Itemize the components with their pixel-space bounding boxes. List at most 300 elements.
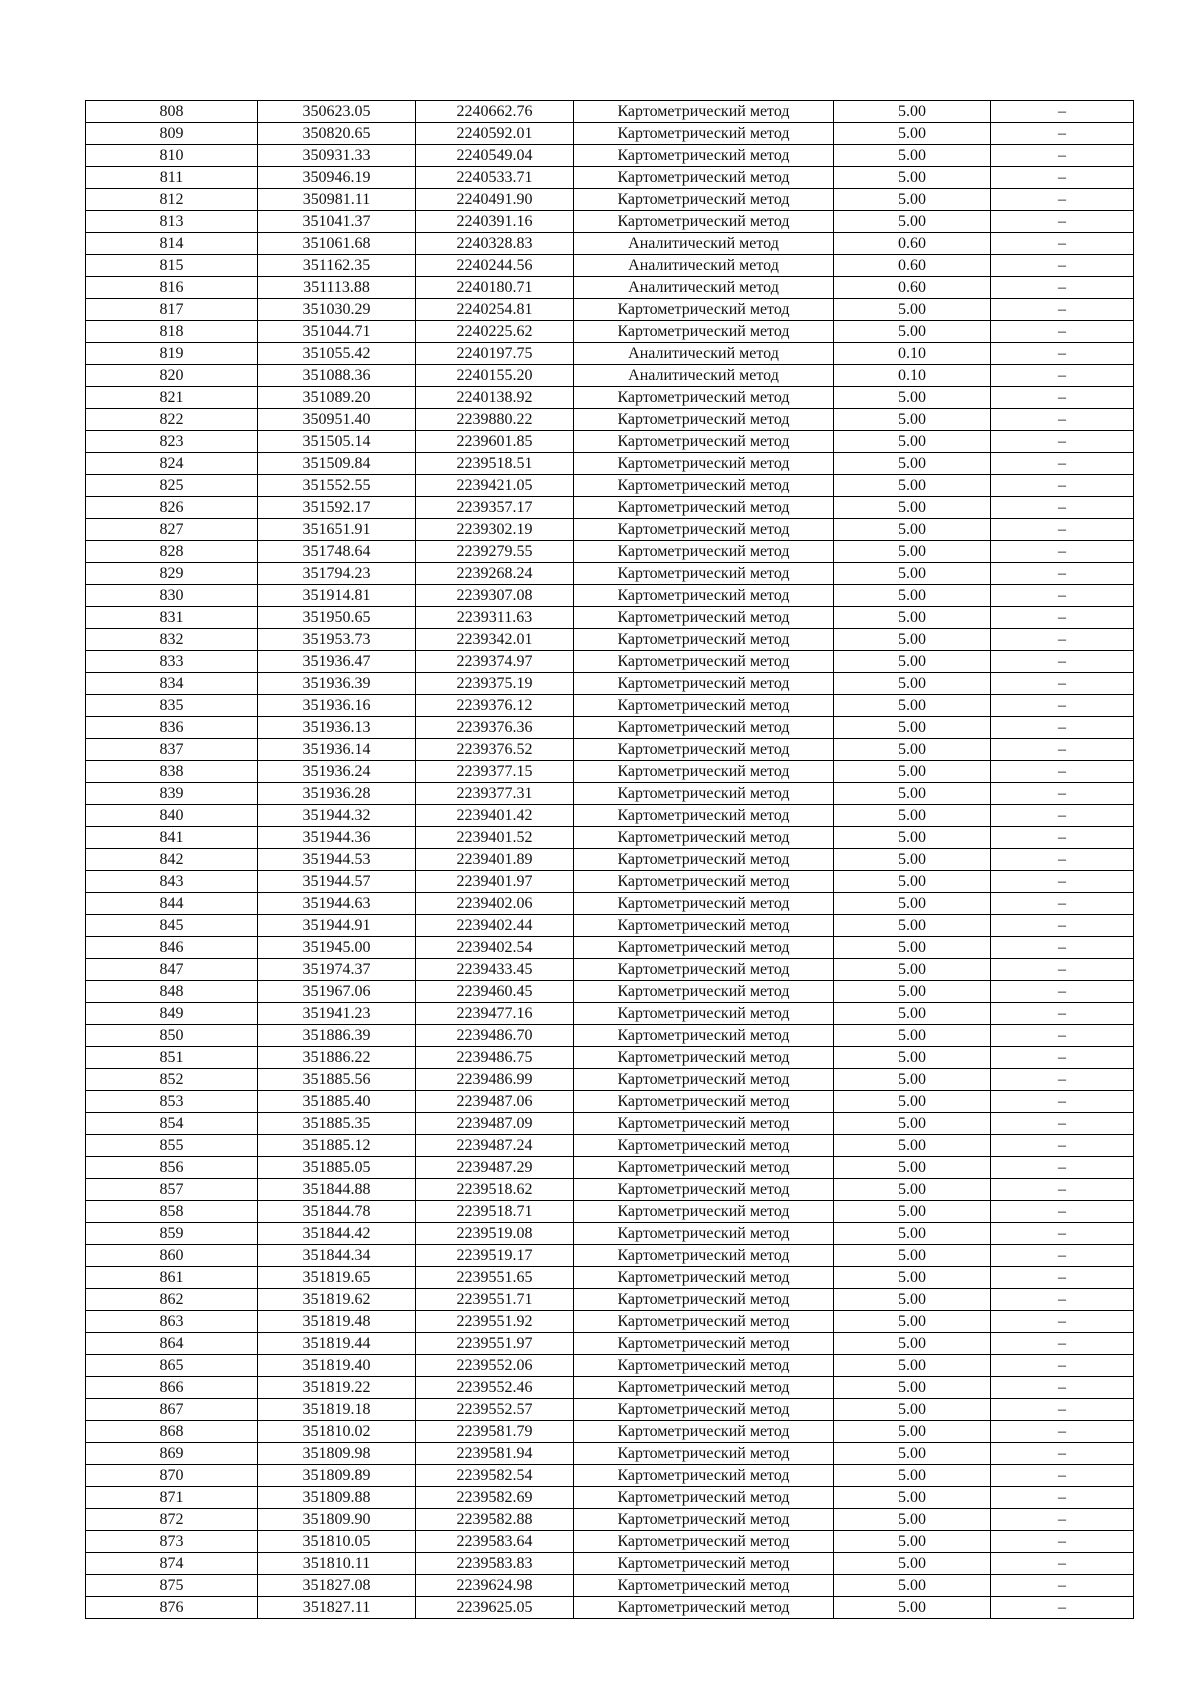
method-cell: Картометрический метод <box>574 299 834 321</box>
point-number-cell: 860 <box>86 1245 258 1267</box>
y-coordinate-cell: 2239582.88 <box>416 1509 574 1531</box>
accuracy-cell: 5.00 <box>834 871 991 893</box>
description-cell: – <box>991 1487 1134 1509</box>
point-number-cell: 808 <box>86 101 258 123</box>
table-row <box>86 1157 1134 1179</box>
accuracy-cell: 0.10 <box>834 365 991 387</box>
method-cell: Картометрический метод <box>574 871 834 893</box>
x-coordinate-cell: 351944.32 <box>258 805 416 827</box>
table-row <box>86 123 1134 145</box>
description-cell: – <box>991 1333 1134 1355</box>
point-number-cell: 874 <box>86 1553 258 1575</box>
description-cell: – <box>991 1465 1134 1487</box>
y-coordinate-cell: 2239402.06 <box>416 893 574 915</box>
point-number-cell: 811 <box>86 167 258 189</box>
x-coordinate-cell: 351552.55 <box>258 475 416 497</box>
x-coordinate-cell: 351944.53 <box>258 849 416 871</box>
table-row <box>86 277 1134 299</box>
method-cell: Аналитический метод <box>574 365 834 387</box>
accuracy-cell: 5.00 <box>834 1113 991 1135</box>
y-coordinate-cell: 2239401.89 <box>416 849 574 871</box>
method-cell: Картометрический метод <box>574 1553 834 1575</box>
method-cell: Картометрический метод <box>574 981 834 1003</box>
point-number-cell: 834 <box>86 673 258 695</box>
accuracy-cell: 5.00 <box>834 497 991 519</box>
table-row <box>86 915 1134 937</box>
y-coordinate-cell: 2239401.52 <box>416 827 574 849</box>
table-row <box>86 937 1134 959</box>
accuracy-cell: 5.00 <box>834 519 991 541</box>
description-cell: – <box>991 893 1134 915</box>
description-cell: – <box>991 1531 1134 1553</box>
y-coordinate-cell: 2240138.92 <box>416 387 574 409</box>
x-coordinate-cell: 351044.71 <box>258 321 416 343</box>
accuracy-cell: 5.00 <box>834 475 991 497</box>
table-row <box>86 739 1134 761</box>
point-number-cell: 813 <box>86 211 258 233</box>
accuracy-cell: 5.00 <box>834 1377 991 1399</box>
point-number-cell: 848 <box>86 981 258 1003</box>
point-number-cell: 868 <box>86 1421 258 1443</box>
description-cell: – <box>991 1025 1134 1047</box>
point-number-cell: 828 <box>86 541 258 563</box>
point-number-cell: 847 <box>86 959 258 981</box>
accuracy-cell: 5.00 <box>834 1157 991 1179</box>
x-coordinate-cell: 351885.40 <box>258 1091 416 1113</box>
y-coordinate-cell: 2239518.71 <box>416 1201 574 1223</box>
point-number-cell: 846 <box>86 937 258 959</box>
x-coordinate-cell: 351162.35 <box>258 255 416 277</box>
table-row <box>86 145 1134 167</box>
y-coordinate-cell: 2239376.12 <box>416 695 574 717</box>
point-number-cell: 837 <box>86 739 258 761</box>
point-number-cell: 835 <box>86 695 258 717</box>
point-number-cell: 853 <box>86 1091 258 1113</box>
point-number-cell: 849 <box>86 1003 258 1025</box>
description-cell: – <box>991 761 1134 783</box>
description-cell: – <box>991 695 1134 717</box>
y-coordinate-cell: 2239486.70 <box>416 1025 574 1047</box>
point-number-cell: 856 <box>86 1157 258 1179</box>
description-cell: – <box>991 1509 1134 1531</box>
y-coordinate-cell: 2240533.71 <box>416 167 574 189</box>
x-coordinate-cell: 351819.65 <box>258 1267 416 1289</box>
description-cell: – <box>991 629 1134 651</box>
accuracy-cell: 5.00 <box>834 299 991 321</box>
x-coordinate-cell: 350951.40 <box>258 409 416 431</box>
description-cell: – <box>991 233 1134 255</box>
x-coordinate-cell: 351651.91 <box>258 519 416 541</box>
method-cell: Картометрический метод <box>574 1069 834 1091</box>
description-cell: – <box>991 1575 1134 1597</box>
y-coordinate-cell: 2239268.24 <box>416 563 574 585</box>
y-coordinate-cell: 2240662.76 <box>416 101 574 123</box>
y-coordinate-cell: 2239421.05 <box>416 475 574 497</box>
description-cell: – <box>991 1289 1134 1311</box>
table-row <box>86 1179 1134 1201</box>
point-number-cell: 864 <box>86 1333 258 1355</box>
accuracy-cell: 5.00 <box>834 431 991 453</box>
method-cell: Аналитический метод <box>574 277 834 299</box>
table-row <box>86 1421 1134 1443</box>
y-coordinate-cell: 2239460.45 <box>416 981 574 1003</box>
x-coordinate-cell: 351809.98 <box>258 1443 416 1465</box>
method-cell: Картометрический метод <box>574 189 834 211</box>
accuracy-cell: 5.00 <box>834 673 991 695</box>
accuracy-cell: 5.00 <box>834 1531 991 1553</box>
accuracy-cell: 5.00 <box>834 1575 991 1597</box>
description-cell: – <box>991 123 1134 145</box>
accuracy-cell: 5.00 <box>834 651 991 673</box>
description-cell: – <box>991 1267 1134 1289</box>
x-coordinate-cell: 351844.34 <box>258 1245 416 1267</box>
accuracy-cell: 5.00 <box>834 1597 991 1619</box>
accuracy-cell: 5.00 <box>834 1179 991 1201</box>
y-coordinate-cell: 2239342.01 <box>416 629 574 651</box>
method-cell: Картометрический метод <box>574 167 834 189</box>
table-row <box>86 387 1134 409</box>
point-number-cell: 844 <box>86 893 258 915</box>
table-row <box>86 1597 1134 1619</box>
method-cell: Картометрический метод <box>574 1399 834 1421</box>
method-cell: Картометрический метод <box>574 893 834 915</box>
method-cell: Картометрический метод <box>574 1113 834 1135</box>
description-cell: – <box>991 1597 1134 1619</box>
description-cell: – <box>991 1135 1134 1157</box>
point-number-cell: 840 <box>86 805 258 827</box>
y-coordinate-cell: 2239551.65 <box>416 1267 574 1289</box>
accuracy-cell: 5.00 <box>834 1245 991 1267</box>
table-row <box>86 783 1134 805</box>
point-number-cell: 831 <box>86 607 258 629</box>
y-coordinate-cell: 2240180.71 <box>416 277 574 299</box>
y-coordinate-cell: 2239519.17 <box>416 1245 574 1267</box>
table-row <box>86 761 1134 783</box>
y-coordinate-cell: 2239311.63 <box>416 607 574 629</box>
table-row <box>86 563 1134 585</box>
table-row <box>86 717 1134 739</box>
description-cell: – <box>991 1069 1134 1091</box>
description-cell: – <box>991 365 1134 387</box>
description-cell: – <box>991 849 1134 871</box>
y-coordinate-cell: 2239551.92 <box>416 1311 574 1333</box>
x-coordinate-cell: 351936.39 <box>258 673 416 695</box>
y-coordinate-cell: 2239357.17 <box>416 497 574 519</box>
y-coordinate-cell: 2239582.54 <box>416 1465 574 1487</box>
point-number-cell: 820 <box>86 365 258 387</box>
x-coordinate-cell: 351885.56 <box>258 1069 416 1091</box>
description-cell: – <box>991 343 1134 365</box>
description-cell: – <box>991 541 1134 563</box>
table-row <box>86 981 1134 1003</box>
method-cell: Картометрический метод <box>574 827 834 849</box>
table-row <box>86 1113 1134 1135</box>
accuracy-cell: 5.00 <box>834 959 991 981</box>
point-number-cell: 816 <box>86 277 258 299</box>
accuracy-cell: 5.00 <box>834 387 991 409</box>
table-row <box>86 1531 1134 1553</box>
table-body <box>86 101 1134 1619</box>
method-cell: Картометрический метод <box>574 1223 834 1245</box>
accuracy-cell: 5.00 <box>834 1201 991 1223</box>
point-number-cell: 833 <box>86 651 258 673</box>
description-cell: – <box>991 387 1134 409</box>
table-row <box>86 1509 1134 1531</box>
table-row <box>86 321 1134 343</box>
accuracy-cell: 5.00 <box>834 761 991 783</box>
point-number-cell: 822 <box>86 409 258 431</box>
description-cell: – <box>991 101 1134 123</box>
description-cell: – <box>991 409 1134 431</box>
description-cell: – <box>991 277 1134 299</box>
y-coordinate-cell: 2239551.71 <box>416 1289 574 1311</box>
x-coordinate-cell: 351061.68 <box>258 233 416 255</box>
y-coordinate-cell: 2240155.20 <box>416 365 574 387</box>
method-cell: Картометрический метод <box>574 783 834 805</box>
point-number-cell: 866 <box>86 1377 258 1399</box>
x-coordinate-cell: 351827.08 <box>258 1575 416 1597</box>
description-cell: – <box>991 145 1134 167</box>
method-cell: Картометрический метод <box>574 321 834 343</box>
method-cell: Картометрический метод <box>574 1267 834 1289</box>
description-cell: – <box>991 871 1134 893</box>
description-cell: – <box>991 1553 1134 1575</box>
description-cell: – <box>991 1311 1134 1333</box>
method-cell: Картометрический метод <box>574 1333 834 1355</box>
accuracy-cell: 5.00 <box>834 1509 991 1531</box>
point-number-cell: 829 <box>86 563 258 585</box>
method-cell: Картометрический метод <box>574 1091 834 1113</box>
point-number-cell: 871 <box>86 1487 258 1509</box>
method-cell: Картометрический метод <box>574 497 834 519</box>
method-cell: Картометрический метод <box>574 145 834 167</box>
description-cell: – <box>991 915 1134 937</box>
accuracy-cell: 5.00 <box>834 1267 991 1289</box>
accuracy-cell: 5.00 <box>834 167 991 189</box>
x-coordinate-cell: 351030.29 <box>258 299 416 321</box>
point-number-cell: 825 <box>86 475 258 497</box>
point-number-cell: 859 <box>86 1223 258 1245</box>
table-row <box>86 585 1134 607</box>
table-row <box>86 1069 1134 1091</box>
y-coordinate-cell: 2239487.09 <box>416 1113 574 1135</box>
table-row <box>86 541 1134 563</box>
point-number-cell: 875 <box>86 1575 258 1597</box>
method-cell: Картометрический метод <box>574 1245 834 1267</box>
x-coordinate-cell: 351936.28 <box>258 783 416 805</box>
x-coordinate-cell: 350820.65 <box>258 123 416 145</box>
x-coordinate-cell: 351945.00 <box>258 937 416 959</box>
description-cell: – <box>991 299 1134 321</box>
method-cell: Картометрический метод <box>574 1201 834 1223</box>
description-cell: – <box>991 1355 1134 1377</box>
description-cell: – <box>991 827 1134 849</box>
y-coordinate-cell: 2239401.42 <box>416 805 574 827</box>
x-coordinate-cell: 351936.47 <box>258 651 416 673</box>
accuracy-cell: 5.00 <box>834 1399 991 1421</box>
method-cell: Аналитический метод <box>574 343 834 365</box>
accuracy-cell: 5.00 <box>834 1311 991 1333</box>
point-number-cell: 863 <box>86 1311 258 1333</box>
y-coordinate-cell: 2239402.44 <box>416 915 574 937</box>
accuracy-cell: 5.00 <box>834 1487 991 1509</box>
accuracy-cell: 5.00 <box>834 1003 991 1025</box>
x-coordinate-cell: 350981.11 <box>258 189 416 211</box>
table-row <box>86 805 1134 827</box>
x-coordinate-cell: 351819.18 <box>258 1399 416 1421</box>
accuracy-cell: 5.00 <box>834 563 991 585</box>
table-row <box>86 453 1134 475</box>
x-coordinate-cell: 351819.48 <box>258 1311 416 1333</box>
x-coordinate-cell: 351810.05 <box>258 1531 416 1553</box>
table-row <box>86 959 1134 981</box>
table-row <box>86 1333 1134 1355</box>
point-number-cell: 818 <box>86 321 258 343</box>
y-coordinate-cell: 2239601.85 <box>416 431 574 453</box>
accuracy-cell: 5.00 <box>834 915 991 937</box>
table-row <box>86 1443 1134 1465</box>
y-coordinate-cell: 2239551.97 <box>416 1333 574 1355</box>
point-number-cell: 873 <box>86 1531 258 1553</box>
y-coordinate-cell: 2239433.45 <box>416 959 574 981</box>
method-cell: Картометрический метод <box>574 1135 834 1157</box>
x-coordinate-cell: 351936.13 <box>258 717 416 739</box>
accuracy-cell: 5.00 <box>834 1223 991 1245</box>
accuracy-cell: 5.00 <box>834 1025 991 1047</box>
point-number-cell: 841 <box>86 827 258 849</box>
method-cell: Картометрический метод <box>574 453 834 475</box>
description-cell: – <box>991 717 1134 739</box>
table-row <box>86 1201 1134 1223</box>
x-coordinate-cell: 351509.84 <box>258 453 416 475</box>
method-cell: Картометрический метод <box>574 959 834 981</box>
table-row <box>86 1355 1134 1377</box>
x-coordinate-cell: 351810.02 <box>258 1421 416 1443</box>
y-coordinate-cell: 2239583.64 <box>416 1531 574 1553</box>
accuracy-cell: 5.00 <box>834 739 991 761</box>
description-cell: – <box>991 937 1134 959</box>
y-coordinate-cell: 2239402.54 <box>416 937 574 959</box>
method-cell: Аналитический метод <box>574 255 834 277</box>
description-cell: – <box>991 981 1134 1003</box>
y-coordinate-cell: 2239302.19 <box>416 519 574 541</box>
accuracy-cell: 5.00 <box>834 1421 991 1443</box>
description-cell: – <box>991 497 1134 519</box>
x-coordinate-cell: 351885.35 <box>258 1113 416 1135</box>
table-row <box>86 1135 1134 1157</box>
x-coordinate-cell: 351748.64 <box>258 541 416 563</box>
y-coordinate-cell: 2239625.05 <box>416 1597 574 1619</box>
accuracy-cell: 5.00 <box>834 717 991 739</box>
table-row <box>86 475 1134 497</box>
point-number-cell: 823 <box>86 431 258 453</box>
description-cell: – <box>991 1091 1134 1113</box>
table-row <box>86 673 1134 695</box>
accuracy-cell: 5.00 <box>834 827 991 849</box>
accuracy-cell: 5.00 <box>834 1135 991 1157</box>
method-cell: Картометрический метод <box>574 431 834 453</box>
method-cell: Картометрический метод <box>574 1157 834 1179</box>
method-cell: Картометрический метод <box>574 541 834 563</box>
y-coordinate-cell: 2239487.29 <box>416 1157 574 1179</box>
method-cell: Картометрический метод <box>574 1025 834 1047</box>
method-cell: Картометрический метод <box>574 1179 834 1201</box>
point-number-cell: 865 <box>86 1355 258 1377</box>
description-cell: – <box>991 1377 1134 1399</box>
accuracy-cell: 5.00 <box>834 1465 991 1487</box>
point-number-cell: 819 <box>86 343 258 365</box>
description-cell: – <box>991 1223 1134 1245</box>
table-row <box>86 255 1134 277</box>
y-coordinate-cell: 2239552.06 <box>416 1355 574 1377</box>
description-cell: – <box>991 1443 1134 1465</box>
x-coordinate-cell: 351819.62 <box>258 1289 416 1311</box>
y-coordinate-cell: 2239552.57 <box>416 1399 574 1421</box>
method-cell: Картометрический метод <box>574 937 834 959</box>
description-cell: – <box>991 211 1134 233</box>
x-coordinate-cell: 351055.42 <box>258 343 416 365</box>
accuracy-cell: 5.00 <box>834 1333 991 1355</box>
point-number-cell: 817 <box>86 299 258 321</box>
accuracy-cell: 5.00 <box>834 893 991 915</box>
accuracy-cell: 5.00 <box>834 189 991 211</box>
y-coordinate-cell: 2240254.81 <box>416 299 574 321</box>
table-row <box>86 651 1134 673</box>
x-coordinate-cell: 351944.36 <box>258 827 416 849</box>
description-cell: – <box>991 519 1134 541</box>
x-coordinate-cell: 351936.14 <box>258 739 416 761</box>
point-number-cell: 826 <box>86 497 258 519</box>
table-row <box>86 893 1134 915</box>
method-cell: Картометрический метод <box>574 1531 834 1553</box>
x-coordinate-cell: 351967.06 <box>258 981 416 1003</box>
y-coordinate-cell: 2240391.16 <box>416 211 574 233</box>
accuracy-cell: 5.00 <box>834 409 991 431</box>
accuracy-cell: 5.00 <box>834 123 991 145</box>
method-cell: Картометрический метод <box>574 607 834 629</box>
accuracy-cell: 5.00 <box>834 849 991 871</box>
y-coordinate-cell: 2239518.62 <box>416 1179 574 1201</box>
accuracy-cell: 5.00 <box>834 541 991 563</box>
description-cell: – <box>991 255 1134 277</box>
description-cell: – <box>991 1421 1134 1443</box>
y-coordinate-cell: 2239307.08 <box>416 585 574 607</box>
method-cell: Картометрический метод <box>574 1311 834 1333</box>
y-coordinate-cell: 2239582.69 <box>416 1487 574 1509</box>
point-number-cell: 851 <box>86 1047 258 1069</box>
x-coordinate-cell: 351794.23 <box>258 563 416 585</box>
x-coordinate-cell: 351885.05 <box>258 1157 416 1179</box>
table-row <box>86 189 1134 211</box>
method-cell: Картометрический метод <box>574 695 834 717</box>
x-coordinate-cell: 351936.24 <box>258 761 416 783</box>
accuracy-cell: 5.00 <box>834 211 991 233</box>
x-coordinate-cell: 350946.19 <box>258 167 416 189</box>
point-number-cell: 824 <box>86 453 258 475</box>
method-cell: Картометрический метод <box>574 1509 834 1531</box>
point-number-cell: 843 <box>86 871 258 893</box>
y-coordinate-cell: 2239376.52 <box>416 739 574 761</box>
point-number-cell: 830 <box>86 585 258 607</box>
x-coordinate-cell: 351505.14 <box>258 431 416 453</box>
y-coordinate-cell: 2239624.98 <box>416 1575 574 1597</box>
description-cell: – <box>991 1003 1134 1025</box>
table-row <box>86 1245 1134 1267</box>
description-cell: – <box>991 1047 1134 1069</box>
x-coordinate-cell: 351886.22 <box>258 1047 416 1069</box>
y-coordinate-cell: 2239552.46 <box>416 1377 574 1399</box>
table-row <box>86 1047 1134 1069</box>
